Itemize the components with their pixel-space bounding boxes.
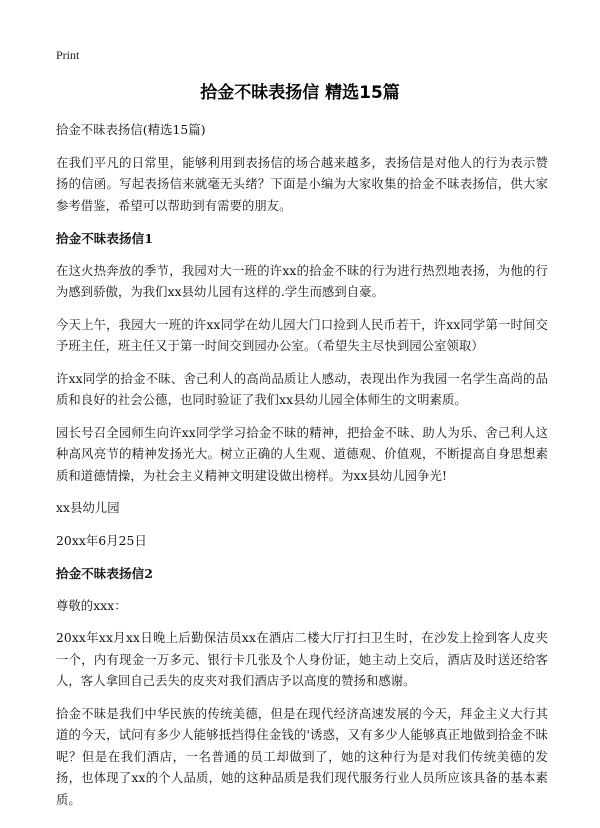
letter2-heading: 拾金不昧表扬信2 <box>56 566 153 581</box>
letter2-salutation: 尊敬的xxx： <box>56 598 127 613</box>
intro-paragraph: 在我们平凡的日常里，能够利用到表扬信的场合越来越多，表扬信是对他人的行为表示赞扬的信函。写起表扬信来就毫无头绪？下面是小编为大家收集的拾金不昧表扬信，供大家参考借鉴，希望可以帮助到有需要的朋友。 <box>56 155 548 213</box>
letter1-paragraph-4: 园长号召全园师生向许xx同学学习拾金不昧的精神，把拾金不昧、助人为乐、舍己利人这种高风亮节的精神发扬光大。树立正确的人生观、道德观、价值观，不断提高自身思想素质和道德情操，为社会主义精神文明建设做出榜样。为xx县幼儿园争光! <box>56 425 548 483</box>
letter1-paragraph-2: 今天上午，我园大一班的许xx同学在幼儿园大门口捡到人民币若干，许xx同学第一时间交予班主任，班主任又于第一时间交到园办公室。（希望失主尽快到园公室领取） <box>56 317 548 353</box>
document-subtitle: 拾金不昧表扬信(精选15篇) <box>56 123 206 137</box>
letter1-heading: 拾金不昧表扬信1 <box>56 231 153 246</box>
letter1-signature: xx县幼儿园 <box>56 501 120 515</box>
letter1-paragraph-3: 许xx同学的拾金不昧、舍己利人的高尚品质让人感动，表现出作为我园一名学生高尚的品质和良好的社会公德，也同时验证了我们xx县幼儿园全体师生的文明素质。 <box>56 371 548 407</box>
document-body <box>56 120 548 822</box>
page-title: 拾金不昧表扬信 精选15篇 <box>200 83 400 103</box>
letter2-paragraph-2: 拾金不昧是我们中华民族的传统美德，但是在现代经济高速发展的今天，拜金主义大行其道的今天，试问有多少人能够抵挡得住金钱的'诱惑，又有多少人能够真正地做到拾金不昧呢？但是在我们酒店，一名普通的员工却做到了，她的这种行为是对我们传统美德的发扬，也体现了xx的个人品质，她的这种品质是我们现代服务行业人员所应该具备的基本素质。 <box>56 706 548 807</box>
print-link[interactable]: Print <box>56 48 80 62</box>
letter1-date: 20xx年6月25日 <box>56 533 147 548</box>
letter2-paragraph-1: 20xx年xx月xx日晚上后勤保洁员xx在酒店二楼大厅打扫卫生时，在沙发上捡到客人皮夹一个，内有现金一万多元、银行卡几张及个人身份证，她主动上交后，酒店及时送还给客人，客人拿回自己丢失的皮夹对我们酒店予以高度的赞扬和感谢。 <box>56 631 548 688</box>
letter1-paragraph-1: 在这火热奔放的季节，我园对大一班的许xx的拾金不昧的行为进行热烈地表扬，为他的行为感到骄傲，为我们xx县幼儿园有这样的.学生而感到自豪。 <box>56 263 548 299</box>
